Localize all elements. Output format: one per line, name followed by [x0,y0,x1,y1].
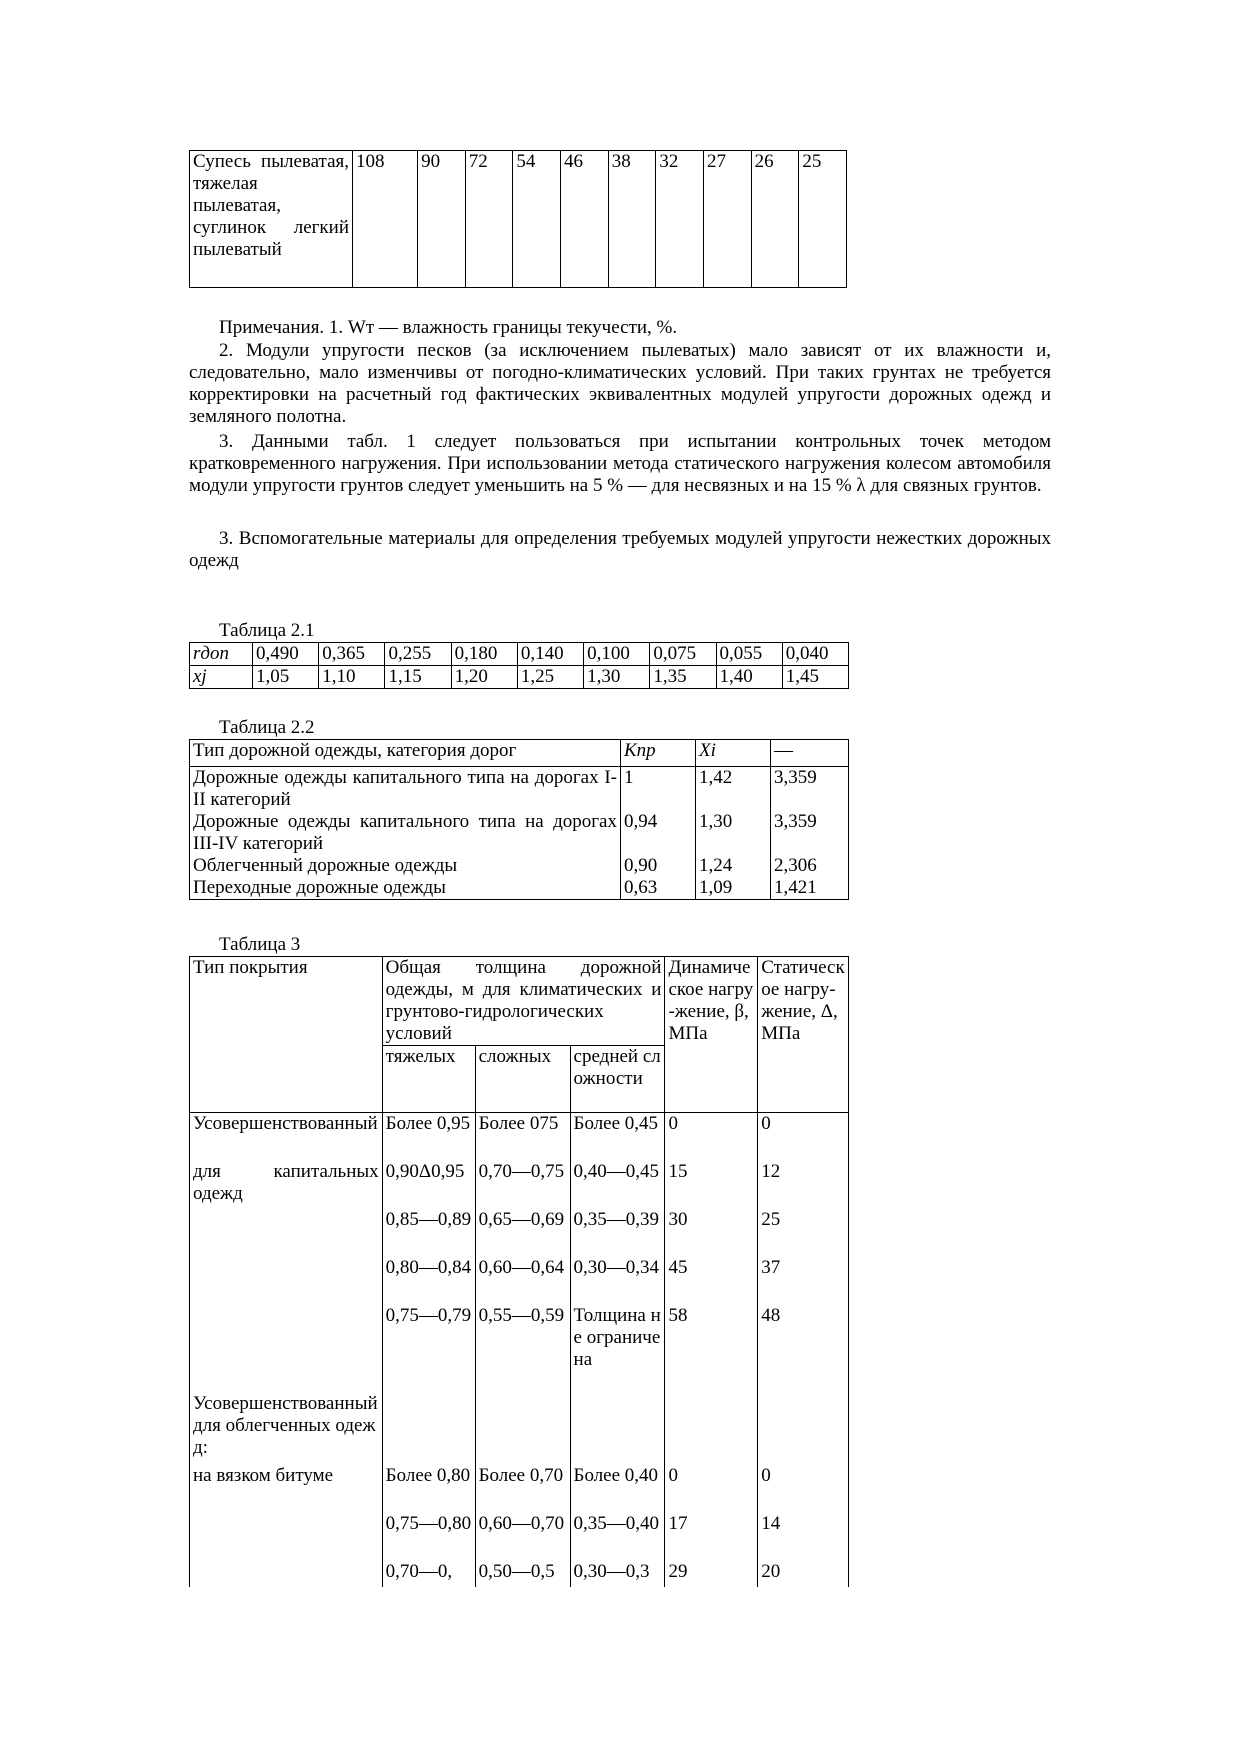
soil-modulus-table [189,150,847,288]
cell: 0,35—0,39 [570,1209,665,1257]
value-cell: 72 [465,151,513,288]
cell: 2,306 [771,855,849,877]
cell: Дорожные одежды капитального типа на дорогах I-II категорий [190,767,621,812]
cell: 1,42 [696,767,771,812]
header-static: Статическое нагру-жение, Δ, МПа [758,957,849,1113]
cell [190,1561,383,1587]
cell: 0,180 [451,643,517,666]
table-row [190,1257,849,1305]
cell: 0,50—0,5 [475,1561,570,1587]
cell [190,1161,383,1209]
cell: 0,30—0,3 [570,1561,665,1587]
cell: 0,040 [782,643,848,666]
cell [190,1257,383,1305]
table-2-2-caption: Таблица 2.2 [219,717,315,738]
cell: 0,63 [621,877,696,900]
header-xi: Xi [696,740,771,767]
cell: Более 0,45 [570,1113,665,1162]
cell: 20 [758,1561,849,1587]
table-row [190,643,849,666]
cell: 0,075 [650,643,716,666]
cell [190,1513,383,1561]
value-cell: 27 [704,151,752,288]
table-row [190,1305,849,1393]
header-type: Тип покрытия [190,957,383,1113]
cell: 0,90Δ0,95 [382,1161,475,1209]
table-row [190,767,849,812]
header-type: Тип дорожной одежды, категория дорог [190,740,621,767]
cell: Дорожные одежды капитального типа на дорогах III-IV категорий [190,811,621,855]
table-2-2 [189,739,849,900]
note-2: 2. Модули упругости песков (за исключением пылеватых) мало зависят от их влажности и, следовательно, мало изменчивы от погодно-климатических условий. При таких грунтах не требуется корректировки на расчетный год фактических эквивалентных модулей упругости дорожных одежд и земляного полотна. [189,340,1051,427]
cell: 0 [758,1465,849,1513]
cell: 1,25 [517,666,583,689]
cell: Облегченный дорожные одежды [190,855,621,877]
note-4: 3. Вспомогательные материалы для определения требуемых модулей упругости нежестких дорожных одежд [189,528,1051,571]
table-row [190,1513,849,1561]
table-header-row [190,957,849,1046]
cell: 0,55—0,59 [475,1305,570,1393]
header-complex: сложных [475,1046,570,1113]
cell: 0 [665,1465,758,1513]
x-j-label: xj [193,666,207,687]
cell: 12 [758,1161,849,1209]
cell: 0,60—0,64 [475,1257,570,1305]
table-row [190,811,849,855]
cell: 1,09 [696,877,771,900]
table-3 [189,956,849,1587]
cell: 0,60—0,70 [475,1513,570,1561]
table-row [190,855,849,877]
header-heavy: тяжелых [382,1046,475,1113]
header-thickness: Общая толщина дорожной одежды, м для климатических и грунтово-гидрологических условий [382,957,665,1046]
cell: 29 [665,1561,758,1587]
cell: 1,30 [584,666,650,689]
cell: 1,10 [319,666,385,689]
cell: 0,30—0,34 [570,1257,665,1305]
table-row [190,151,847,288]
cell [190,1209,383,1257]
note-3: 3. Данными табл. 1 следует пользоваться при испытании контрольных точек методом кратковременного нагружения. При использовании метода статического нагружения колесом автомобиля модули упругости грунтов следует уменьшить на 5 % — для несвязных и на 15 % λ для связных грунтов. [189,431,1051,496]
value-cell: 108 [353,151,418,288]
table-header-row [190,740,849,767]
cell: 1,15 [385,666,451,689]
cell [190,1305,383,1393]
header-kpr: Kпр [621,740,696,767]
cell: 0,80—0,84 [382,1257,475,1305]
value-cell: 90 [418,151,466,288]
cell: 1,35 [650,666,716,689]
cell: Усовершенствованный для облегченных одежд: [190,1393,383,1465]
cell: 0,70—0,75 [475,1161,570,1209]
cell: 0,100 [584,643,650,666]
table-row [190,877,849,900]
cell: 1,05 [253,666,319,689]
cell: 0,40—0,45 [570,1161,665,1209]
cell [758,1393,849,1465]
cell: Более 0,80 [382,1465,475,1513]
cell: 15 [665,1161,758,1209]
cell: 0,94 [621,811,696,855]
cell: 0,255 [385,643,451,666]
cell: на вязком битуме [190,1465,383,1513]
cell: 0,75—0,80 [382,1513,475,1561]
cell: 45 [665,1257,758,1305]
cell: 0,85—0,89 [382,1209,475,1257]
cell: 0,75—0,79 [382,1305,475,1393]
cell: 17 [665,1513,758,1561]
cell: 1 [621,767,696,812]
cell: 25 [758,1209,849,1257]
cell: 48 [758,1305,849,1393]
cell: 0,70—0, [382,1561,475,1587]
cell [665,1393,758,1465]
table-row [190,1161,849,1209]
row-label: для капитальных одежд [193,1161,379,1204]
table-2-1 [189,642,849,689]
table-row [190,1113,849,1162]
value-cell: 26 [751,151,799,288]
header-dynamic: Динамическое нагру-жение, β, МПа [665,957,758,1113]
note-1: Примечания. 1. Wт — влажность границы текучести, %. [219,317,678,338]
cell: 1,24 [696,855,771,877]
cell: 30 [665,1209,758,1257]
cell: 0,365 [319,643,385,666]
table-row [190,1393,849,1465]
cell: 1,45 [782,666,848,689]
cell [382,1393,475,1465]
cell: 37 [758,1257,849,1305]
cell [475,1393,570,1465]
table-row [190,1561,849,1587]
cell: 0,490 [253,643,319,666]
header-medium: средней сложности [570,1046,665,1113]
cell: Переходные дорожные одежды [190,877,621,900]
r-dop-label: rдоп [193,643,230,664]
table-row [190,666,849,689]
cell: Усовершенствованный [190,1113,383,1162]
header-dash: — [771,740,849,767]
cell: Более 0,95 [382,1113,475,1162]
cell: 0,90 [621,855,696,877]
cell: 0 [758,1113,849,1162]
table-row [190,1209,849,1257]
cell: 0 [665,1113,758,1162]
cell: 1,40 [716,666,782,689]
value-cell: 32 [656,151,704,288]
table-2-1-caption: Таблица 2.1 [219,620,315,641]
cell: 14 [758,1513,849,1561]
cell: 0,35—0,40 [570,1513,665,1561]
cell: 3,359 [771,811,849,855]
value-cell: 38 [608,151,656,288]
cell: 0,140 [517,643,583,666]
cell: Более 0,40 [570,1465,665,1513]
value-cell: 46 [561,151,609,288]
row-label [190,643,253,666]
cell: Более 0,70 [475,1465,570,1513]
cell: 0,055 [716,643,782,666]
cell: 58 [665,1305,758,1393]
cell: Толщина не ограничена [570,1305,665,1393]
cell: 1,20 [451,666,517,689]
table-row [190,1465,849,1513]
cell: Более 075 [475,1113,570,1162]
cell: 1,30 [696,811,771,855]
value-cell: 25 [799,151,847,288]
cell: 1,421 [771,877,849,900]
soil-type-cell: Супесь пылеватая, тяжелая пылеватая, суглинок легкий пылеватый [190,151,353,288]
row-label [190,666,253,689]
cell: 0,65—0,69 [475,1209,570,1257]
table-3-caption: Таблица 3 [219,934,301,955]
value-cell: 54 [513,151,561,288]
cell [570,1393,665,1465]
cell: 3,359 [771,767,849,812]
